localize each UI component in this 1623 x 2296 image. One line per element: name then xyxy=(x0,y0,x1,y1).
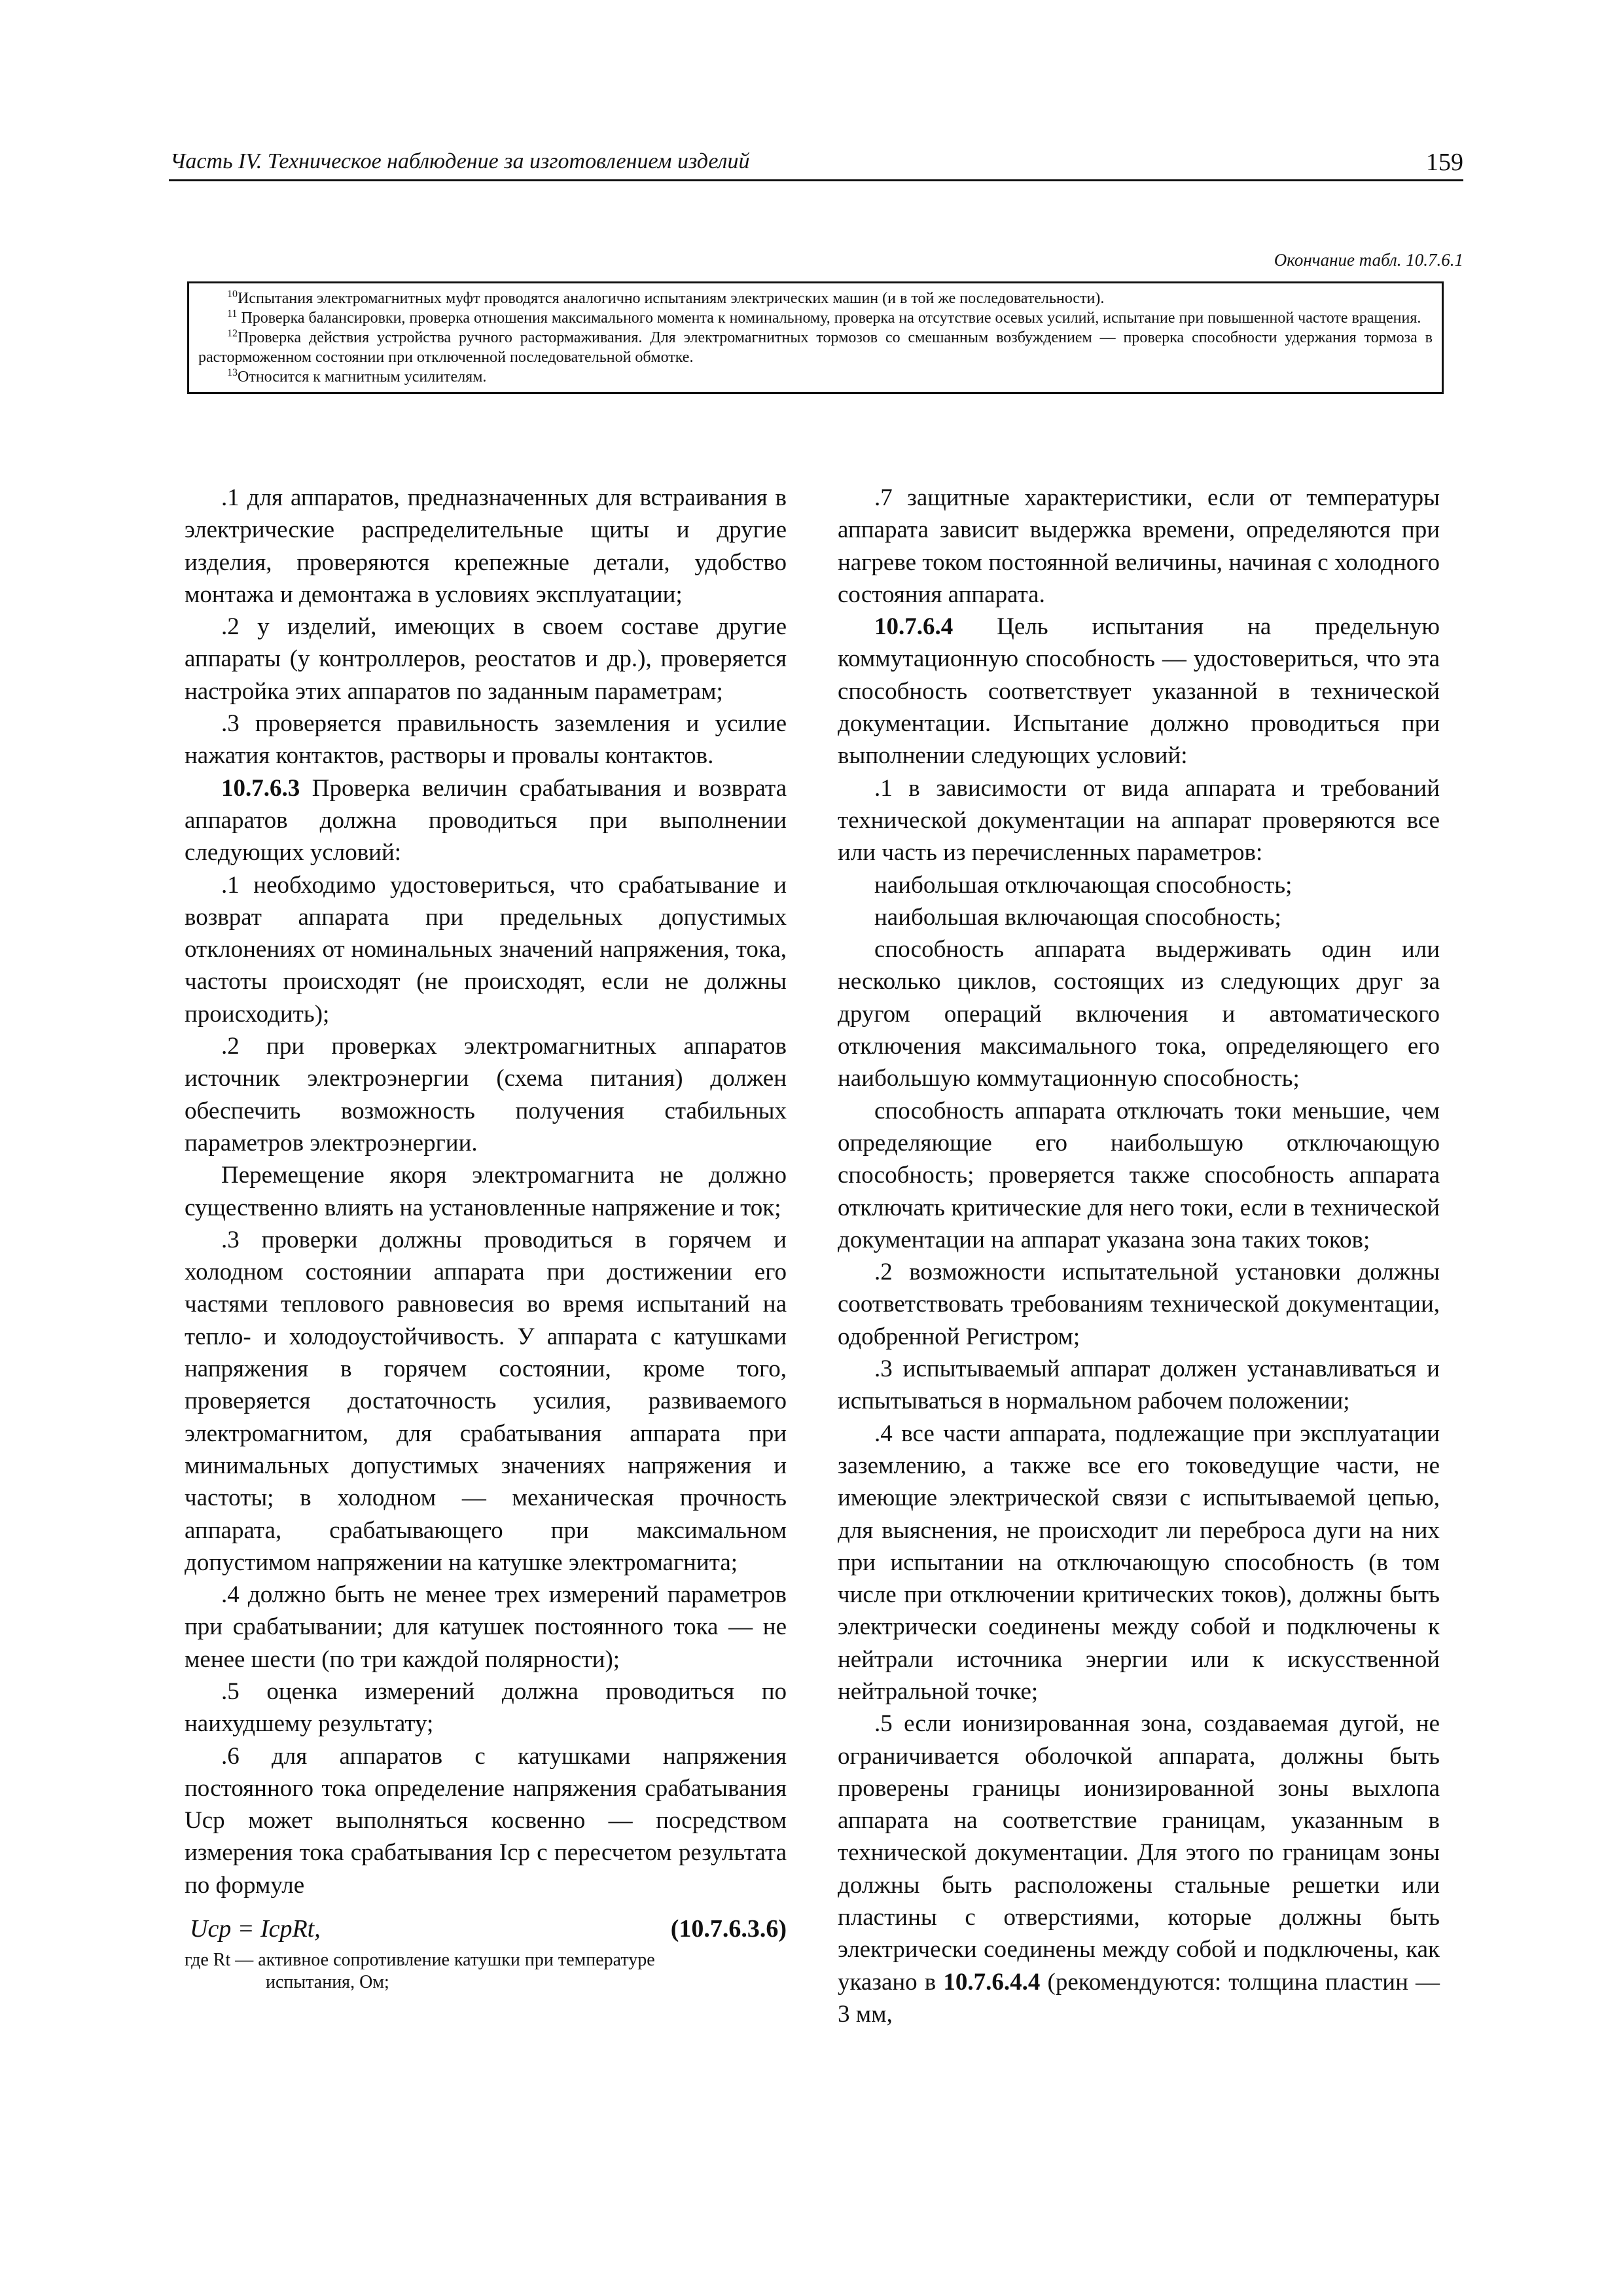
paragraph: .7 защитные характеристики, если от температуры аппарата зависит выдержка времени, определяются при нагреве током постоянной величины, начиная с холодного состояния аппарата. xyxy=(838,484,1440,608)
section-text: Проверка величин срабатывания и возврата аппаратов должна проводиться при выполнении следующих условий: xyxy=(185,774,787,867)
footnote-text: Относится к магнитным усилителям. xyxy=(238,368,487,386)
paragraph: способность аппарата отключать токи меньшие, чем определяющие его наибольшую отключающую способность; проверяется также способность аппарата отключать критические для него токи, если в технической документации на аппарат указана зона таких токов; xyxy=(838,1097,1440,1253)
formula-legend-line: испытания, Ом; xyxy=(266,1972,389,1993)
formula-legend xyxy=(185,1949,787,1994)
paragraph: наибольшая отключающая способность; xyxy=(874,871,1293,899)
formula xyxy=(185,1913,787,1945)
running-header xyxy=(169,145,1463,181)
footnote-10 xyxy=(198,289,1433,308)
footnote-13 xyxy=(198,367,1433,387)
right-column xyxy=(838,482,1440,2030)
footnote-text: Проверка балансировки, проверка отношения максимального момента к номинальному, проверка на отсутствие осевых усилий, испытание при повышенной частоте вращения. xyxy=(237,310,1421,327)
paragraph: .3 испытываемый аппарат должен устанавливаться и испытываться в нормальном рабочем положении; xyxy=(838,1355,1440,1415)
paragraph: .4 должно быть не менее трех измерений параметров при срабатывании; для катушек постоянного тока — не менее шести (по три каждой полярности); xyxy=(185,1581,787,1673)
paragraph: .3 проверки должны проводиться в горячем и холодном состоянии аппарата при достижении его частями теплового равновесия во время испытаний на тепло- и холодоустойчивость. У аппарата с катушками напряжения в горячем состоянии, кроме того, проверяется достаточность усилия, развиваемого электромагнитом, для срабатывания аппарата при минимальных допустимых значениях напряжения и частоты; в холодном — механическая прочность аппарата, срабатывающего при максимальном допустимом напряжении на катушке электромагнита; xyxy=(185,1226,787,1576)
paragraph: .2 у изделий, имеющих в своем составе другие аппараты (у контроллеров, реостатов и др.), проверяется настройка этих аппаратов по заданным параметрам; xyxy=(185,613,787,705)
paragraph: .2 при проверках электромагнитных аппаратов источник электроэнергии (схема питания) должен обеспечить возможность получения стабильных параметров электроэнергии. xyxy=(185,1033,787,1157)
footnote-marker: 10 xyxy=(227,289,238,300)
footnote-11 xyxy=(198,308,1433,328)
table-footnotes-box xyxy=(187,281,1444,394)
paragraph: .1 необходимо удостовериться, что срабатывание и возврат аппарата при предельных допустимых отклонениях от номинальных значений напряжения, тока, частоты происходят (не происходят, если не должны происходить); xyxy=(185,871,787,1028)
footnote-text: Испытания электромагнитных муфт проводятся аналогично испытаниям электрических машин (и в той же последовательности). xyxy=(238,290,1105,307)
formula-number: (10.7.6.3.6) xyxy=(670,1915,787,1943)
paragraph: .1 в зависимости от вида аппарата и требований технической документации на аппарат проверяются все или часть из перечисленных параметров: xyxy=(838,774,1440,867)
paragraph: .6 для аппаратов с катушками напряжения постоянного тока определение напряжения срабатывания Uср может выполняться косвенно — посредством измерения тока срабатывания Iср с пересчетом результата по формуле xyxy=(185,1742,787,1899)
footnote-text: Проверка действия устройства ручного растормаживания. Для электромагнитных тормозов со смешанным возбуждением — проверка способности удержания тормоза в расторможенном состоянии при отключенной последовательной обмотке. xyxy=(198,329,1433,366)
formula-expression: Uср = IсрRt, xyxy=(190,1915,321,1943)
paragraph: .2 возможности испытательной установки должны соответствовать требованиям технической документации, одобренной Регистром; xyxy=(838,1259,1440,1350)
footnote-marker: 13 xyxy=(227,367,238,378)
paragraph-text: (рекомендуются: толщина пластин — 3 мм, xyxy=(838,1968,1440,2028)
section-number: 10.7.6.3 xyxy=(221,774,300,802)
section-text: Цель испытания на предельную коммутационную способность — удостовериться, что эта способность соответствует указанной в технической документации. Испытание должно проводиться при выполнении следующих условий: xyxy=(838,613,1440,770)
paragraph: способность аппарата выдерживать один или несколько циклов, состоящих из следующих друг за другом операций включения и автоматического отключения максимального тока, определяющего его наибольшую коммутационную способность; xyxy=(838,936,1440,1092)
paragraph: .3 проверяется правильность заземления и усилие нажатия контактов, растворы и провалы контактов. xyxy=(185,710,787,770)
formula-legend-line: где Rt — активное сопротивление катушки при температуре xyxy=(185,1950,655,1971)
section-paragraph-10-7-6-3 xyxy=(185,772,787,869)
paragraph: наибольшая включающая способность; xyxy=(874,903,1281,931)
paragraph: .5 оценка измерений должна проводиться по наихудшему результату; xyxy=(185,1677,787,1738)
footnote-marker: 11 xyxy=(227,308,238,319)
paragraph: .4 все части аппарата, подлежащие при эксплуатации заземлению, а также все его токоведущие части, не имеющие электрической связи с испытываемой цепью, для выяснения, не происходит ли переброса дуги на них при испытании на отключающую способность (в том числе при отключении критических токов), должны быть электрически соединены между собой и подключены к нейтрали источника энергии или к искусственной нейтральной точке; xyxy=(838,1420,1440,1705)
footnote-12 xyxy=(198,328,1433,367)
header-title: Часть IV. Техническое наблюдение за изготовлением изделий xyxy=(170,149,750,173)
page-number: 159 xyxy=(1426,149,1463,176)
table-continuation-caption: Окончание табл. 10.7.6.1 xyxy=(1274,250,1463,270)
paragraph-text: .5 если ионизированная зона, создаваемая дугой, не ограничивается оболочкой аппарата, должны быть проверены границы ионизированной зоны выхлопа аппарата на соответствие границам, указанным в технической документации. Для этого по границам зоны должны быть расположены стальные решетки или пластины с отверстиями, которые должны быть электрически соединены между собой и подключены, как указано в xyxy=(838,1710,1440,1996)
paragraph xyxy=(838,1708,1440,2030)
cross-reference: 10.7.6.4.4 xyxy=(943,1968,1041,1996)
section-paragraph-10-7-6-4 xyxy=(838,611,1440,772)
footnote-marker: 12 xyxy=(227,328,238,339)
paragraph: Перемещение якоря электромагнита не должно существенно влиять на установленные напряжение и ток; xyxy=(185,1162,787,1221)
paragraph: .1 для аппаратов, предназначенных для встраивания в электрические распределительные щиты и другие изделия, проверяются крепежные детали, удобство монтажа и демонтажа в условиях эксплуатации; xyxy=(185,484,787,608)
section-number: 10.7.6.4 xyxy=(874,613,954,641)
left-column xyxy=(185,482,787,1994)
